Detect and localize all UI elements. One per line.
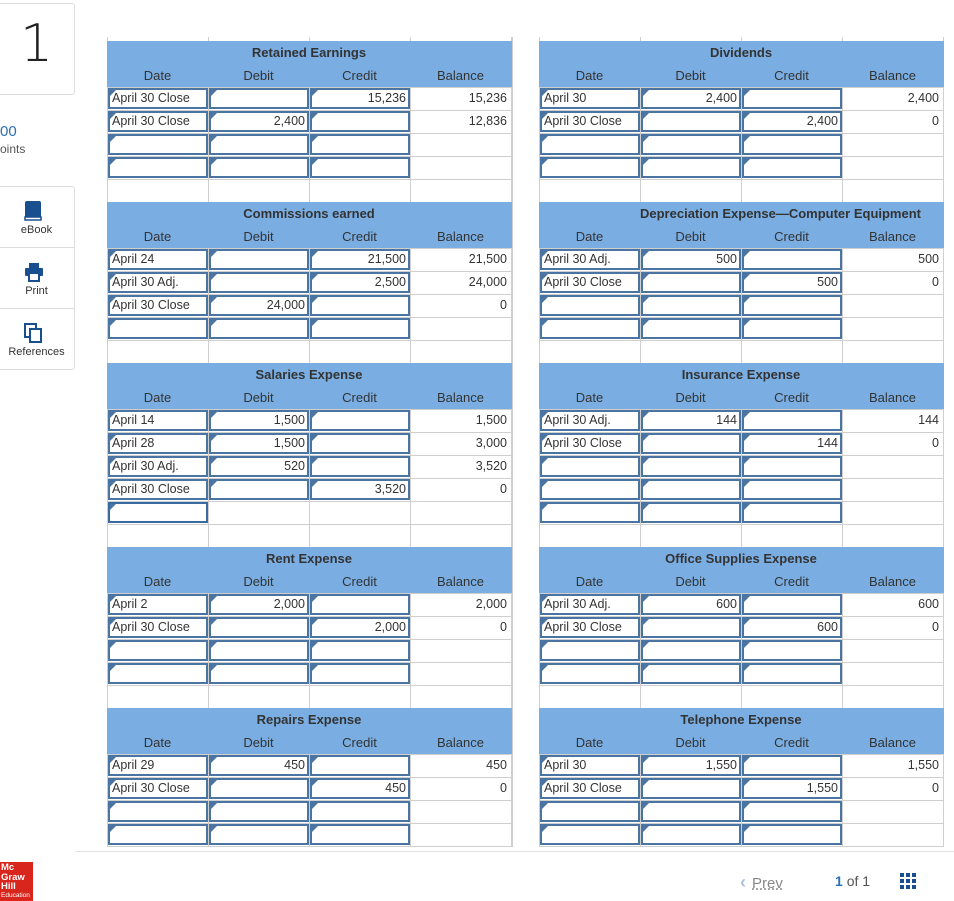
credit-input[interactable] [310, 640, 410, 661]
balance-value: 3,520 [475, 459, 507, 473]
credit-input[interactable] [742, 755, 842, 776]
balance-value: 0 [932, 275, 939, 289]
date-input[interactable] [108, 640, 208, 661]
date-input[interactable]: April 30 Close [540, 778, 640, 799]
balance-value: 450 [486, 758, 507, 772]
credit-input[interactable]: 3,520 [310, 479, 410, 500]
ledger-title: Repairs Expense [256, 712, 362, 727]
balance-value: 2,400 [907, 91, 939, 105]
credit-input[interactable] [742, 134, 842, 155]
column-header-date: Date [143, 68, 172, 83]
ledger-title: Office Supplies Expense [665, 551, 817, 566]
page-indicator: 1 of 1 [835, 873, 871, 889]
date-input[interactable]: April 30 Close [108, 111, 208, 132]
date-input[interactable] [108, 663, 208, 684]
date-input[interactable] [540, 502, 640, 523]
credit-input[interactable] [742, 640, 842, 661]
date-input[interactable] [108, 134, 208, 155]
column-header-credit: Credit [774, 735, 809, 750]
ledger-title: Dividends [709, 45, 773, 60]
debit-input[interactable] [641, 318, 741, 339]
debit-input[interactable]: 1,500 [209, 433, 309, 454]
grid-line [107, 685, 512, 686]
date-input[interactable]: April 30 [540, 755, 640, 776]
date-input[interactable] [540, 801, 640, 822]
points-label: oints [0, 142, 26, 156]
footer-bar [75, 851, 954, 901]
column-header-balance: Balance [869, 735, 916, 750]
question-number-box [0, 3, 75, 95]
column-header-date: Date [575, 68, 604, 83]
prev-label: Prev [752, 875, 783, 892]
date-input[interactable] [108, 824, 208, 845]
grid-view-icon[interactable] [900, 873, 917, 890]
credit-input[interactable] [310, 433, 410, 454]
credit-input[interactable] [742, 249, 842, 270]
column-header-debit: Debit [675, 229, 706, 244]
date-input[interactable]: April 2 [108, 594, 208, 615]
ledger-title: Retained Earnings [251, 45, 367, 60]
date-input[interactable]: April 30 Close [540, 433, 640, 454]
balance-value: 3,000 [475, 436, 507, 450]
date-input[interactable]: April 28 [108, 433, 208, 454]
credit-input[interactable] [310, 134, 410, 155]
debit-input[interactable] [641, 479, 741, 500]
references-button[interactable] [0, 309, 74, 370]
date-input[interactable]: April 30 Adj. [108, 456, 208, 477]
book-icon [24, 201, 42, 221]
date-input[interactable] [540, 663, 640, 684]
column-header-credit: Credit [774, 390, 809, 405]
debit-input[interactable] [641, 272, 741, 293]
column-header-date: Date [143, 390, 172, 405]
column-header-date: Date [575, 390, 604, 405]
credit-input[interactable] [310, 663, 410, 684]
credit-input[interactable] [742, 456, 842, 477]
date-input[interactable]: April 30 [540, 88, 640, 109]
column-header-debit: Debit [675, 735, 706, 750]
debit-input[interactable] [209, 479, 309, 500]
credit-input[interactable]: 600 [742, 617, 842, 638]
credit-input[interactable]: 15,236 [310, 88, 410, 109]
balance-value: 0 [932, 436, 939, 450]
credit-input[interactable] [742, 295, 842, 316]
debit-input[interactable]: 24,000 [209, 295, 309, 316]
balance-value: 600 [918, 597, 939, 611]
balance-value: 1,550 [907, 758, 939, 772]
debit-input[interactable]: 1,500 [209, 410, 309, 431]
grid-line [539, 846, 944, 847]
debit-input[interactable] [209, 134, 309, 155]
debit-input[interactable] [209, 824, 309, 845]
credit-input[interactable]: 1,550 [742, 778, 842, 799]
printer-icon [24, 262, 44, 282]
column-header-date: Date [143, 229, 172, 244]
credit-input[interactable] [742, 479, 842, 500]
grid-line [107, 846, 512, 847]
credit-input[interactable] [310, 801, 410, 822]
column-header-credit: Credit [774, 68, 809, 83]
credit-input[interactable] [310, 824, 410, 845]
debit-input[interactable] [641, 801, 741, 822]
debit-input[interactable]: 1,550 [641, 755, 741, 776]
credit-input[interactable] [742, 318, 842, 339]
credit-input[interactable]: 450 [310, 778, 410, 799]
date-input[interactable] [540, 479, 640, 500]
date-input[interactable] [540, 640, 640, 661]
column-header-date: Date [143, 574, 172, 589]
date-input[interactable] [540, 318, 640, 339]
date-input[interactable]: April 30 Adj. [540, 410, 640, 431]
grid-line [539, 179, 944, 180]
debit-input[interactable]: 2,400 [641, 88, 741, 109]
column-header-debit: Debit [675, 68, 706, 83]
debit-input[interactable] [641, 134, 741, 155]
grid-line [107, 524, 512, 525]
date-input[interactable] [108, 502, 208, 523]
debit-input[interactable]: 500 [641, 249, 741, 270]
ledger-title: Depreciation Expense—Computer Equipment [640, 206, 921, 221]
column-header-balance: Balance [869, 68, 916, 83]
grid-line [512, 37, 513, 847]
column-header-balance: Balance [437, 68, 484, 83]
balance-value: 0 [932, 620, 939, 634]
column-header-balance: Balance [437, 574, 484, 589]
grid-line [539, 685, 944, 686]
references-label: References [8, 346, 65, 358]
date-input[interactable]: April 14 [108, 410, 208, 431]
date-input[interactable]: April 30 Adj. [540, 249, 640, 270]
credit-input[interactable]: 21,500 [310, 249, 410, 270]
debit-input[interactable] [209, 88, 309, 109]
credit-input[interactable]: 2,400 [742, 111, 842, 132]
credit-input[interactable] [742, 410, 842, 431]
column-header-debit: Debit [675, 390, 706, 405]
debit-input[interactable]: 450 [209, 755, 309, 776]
ledger-title: Telephone Expense [680, 712, 802, 727]
column-header-credit: Credit [774, 574, 809, 589]
debit-input[interactable]: 2,400 [209, 111, 309, 132]
debit-input[interactable] [641, 456, 741, 477]
debit-input[interactable] [641, 157, 741, 178]
balance-value: 0 [500, 620, 507, 634]
debit-input[interactable] [641, 663, 741, 684]
credit-input[interactable] [742, 594, 842, 615]
ebook-label: eBook [20, 224, 53, 236]
date-input[interactable]: April 30 Close [108, 88, 208, 109]
chevron-left-icon: ‹ [740, 872, 746, 892]
prev-button[interactable] [740, 872, 783, 893]
copy-icon [24, 323, 42, 343]
credit-input[interactable] [310, 594, 410, 615]
credit-input[interactable] [310, 755, 410, 776]
date-input[interactable] [540, 456, 640, 477]
credit-input[interactable] [310, 410, 410, 431]
balance-value: 0 [932, 781, 939, 795]
credit-input[interactable] [742, 663, 842, 684]
column-header-balance: Balance [869, 229, 916, 244]
grid-line [539, 524, 944, 525]
column-header-credit: Credit [342, 68, 377, 83]
column-header-date: Date [575, 229, 604, 244]
column-header-debit: Debit [675, 574, 706, 589]
date-input[interactable]: April 30 Close [540, 617, 640, 638]
credit-input[interactable] [742, 824, 842, 845]
column-header-debit: Debit [243, 390, 274, 405]
ledger-title: Insurance Expense [681, 367, 801, 382]
debit-input[interactable] [209, 617, 309, 638]
date-input[interactable]: April 30 Adj. [540, 594, 640, 615]
points-value: 00 [0, 123, 17, 140]
debit-input[interactable] [641, 617, 741, 638]
debit-input[interactable] [209, 640, 309, 661]
date-input[interactable]: April 30 Close [108, 617, 208, 638]
debit-input[interactable] [209, 157, 309, 178]
debit-input[interactable] [641, 824, 741, 845]
date-input[interactable]: April 30 Close [540, 272, 640, 293]
tools-panel [0, 186, 75, 370]
column-header-balance: Balance [869, 574, 916, 589]
date-input[interactable] [540, 295, 640, 316]
credit-input[interactable] [310, 456, 410, 477]
date-input[interactable]: April 30 Close [108, 295, 208, 316]
date-input[interactable] [108, 801, 208, 822]
mcgraw-hill-logo: Mc Graw Hill Education [0, 862, 33, 901]
column-header-balance: Balance [869, 390, 916, 405]
date-input[interactable]: April 30 Close [108, 778, 208, 799]
debit-input[interactable]: 520 [209, 456, 309, 477]
column-header-debit: Debit [243, 229, 274, 244]
debit-input[interactable] [641, 111, 741, 132]
date-input[interactable] [108, 157, 208, 178]
balance-value: 0 [932, 114, 939, 128]
column-header-balance: Balance [437, 229, 484, 244]
date-input[interactable]: April 29 [108, 755, 208, 776]
credit-input[interactable] [742, 801, 842, 822]
credit-input[interactable] [310, 111, 410, 132]
column-header-debit: Debit [243, 735, 274, 750]
column-header-credit: Credit [342, 735, 377, 750]
print-button[interactable] [0, 248, 74, 309]
column-header-credit: Credit [342, 229, 377, 244]
credit-input[interactable]: 500 [742, 272, 842, 293]
credit-input[interactable] [742, 502, 842, 523]
column-header-balance: Balance [437, 390, 484, 405]
credit-input[interactable]: 2,000 [310, 617, 410, 638]
debit-input[interactable]: 2,000 [209, 594, 309, 615]
date-input[interactable] [540, 824, 640, 845]
ledger-title: Rent Expense [266, 551, 352, 566]
debit-input[interactable]: 144 [641, 410, 741, 431]
balance-value: 0 [500, 781, 507, 795]
balance-value: 24,000 [468, 275, 507, 289]
debit-input[interactable] [641, 502, 741, 523]
balance-value: 12,836 [468, 114, 507, 128]
credit-input[interactable] [742, 157, 842, 178]
debit-input[interactable] [209, 663, 309, 684]
column-header-debit: Debit [243, 574, 274, 589]
date-input[interactable] [108, 318, 208, 339]
debit-input[interactable] [209, 801, 309, 822]
date-input[interactable]: April 24 [108, 249, 208, 270]
date-input[interactable]: April 30 Close [540, 111, 640, 132]
grid-line [539, 340, 944, 341]
column-header-date: Date [575, 735, 604, 750]
column-header-credit: Credit [342, 390, 377, 405]
credit-input[interactable] [310, 318, 410, 339]
ledger-title: Salaries Expense [255, 367, 363, 382]
debit-input[interactable] [209, 778, 309, 799]
credit-input[interactable] [742, 88, 842, 109]
balance-value: 0 [500, 482, 507, 496]
grid-line [107, 340, 512, 341]
balance-value: 15,236 [468, 91, 507, 105]
ebook-button[interactable] [0, 187, 74, 248]
balance-value: 500 [918, 252, 939, 266]
column-header-debit: Debit [243, 68, 274, 83]
balance-value: 0 [500, 298, 507, 312]
credit-input[interactable]: 2,500 [310, 272, 410, 293]
debit-input[interactable] [209, 272, 309, 293]
date-input[interactable] [540, 134, 640, 155]
question-number: 1 [19, 14, 54, 74]
balance-value: 2,000 [475, 597, 507, 611]
credit-input[interactable]: 144 [742, 433, 842, 454]
print-label: Print [25, 285, 48, 297]
column-header-balance: Balance [437, 735, 484, 750]
debit-input[interactable]: 600 [641, 594, 741, 615]
debit-input[interactable] [641, 433, 741, 454]
column-header-credit: Credit [774, 229, 809, 244]
column-header-date: Date [575, 574, 604, 589]
debit-input[interactable] [641, 640, 741, 661]
balance-value: 21,500 [468, 252, 507, 266]
debit-input[interactable] [209, 249, 309, 270]
column-header-credit: Credit [342, 574, 377, 589]
debit-input[interactable] [209, 318, 309, 339]
sidebar [0, 0, 75, 901]
grid-line [107, 179, 512, 180]
date-input[interactable]: April 30 Close [108, 479, 208, 500]
debit-input[interactable] [641, 295, 741, 316]
balance-value: 1,500 [475, 413, 507, 427]
date-input[interactable]: April 30 Adj. [108, 272, 208, 293]
ledger-title: Commissions earned [243, 206, 375, 221]
column-header-date: Date [143, 735, 172, 750]
credit-input[interactable] [310, 157, 410, 178]
balance-value: 144 [918, 413, 939, 427]
credit-input[interactable] [310, 295, 410, 316]
date-input[interactable] [540, 157, 640, 178]
debit-input[interactable] [641, 778, 741, 799]
